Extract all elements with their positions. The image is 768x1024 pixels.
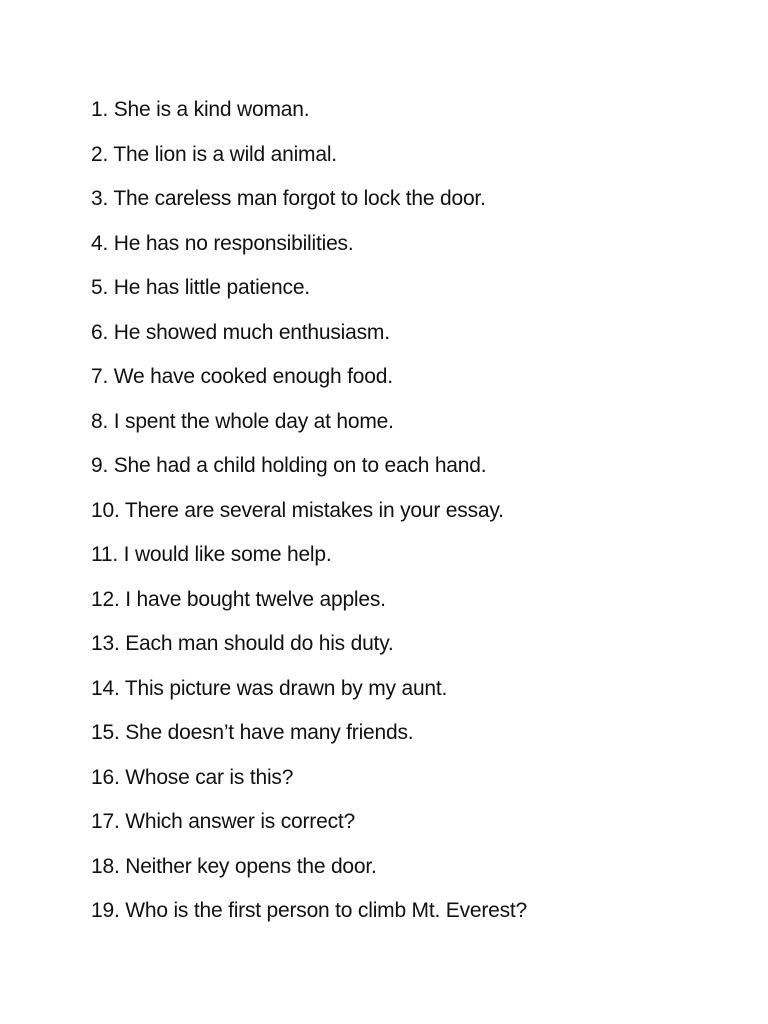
sentence-14: 14. This picture was drawn by my aunt. [91, 676, 448, 700]
sentence-7: 7. We have cooked enough food. [91, 365, 393, 388]
sentence-list [91, 92, 731, 938]
sentence-6: 6. He showed much enthusiasm. [91, 320, 390, 344]
sentence-5: 5. He has little patience. [91, 276, 310, 299]
sentence-4: 4. He has no responsibilities. [91, 231, 354, 255]
sentence-1: 1. She is a kind woman. [91, 98, 310, 121]
sentence-3: 3. The careless man forgot to lock the door. [91, 187, 486, 210]
sentence-2: 2. The lion is a wild animal. [91, 142, 337, 166]
sentence-8: 8. I spent the whole day at home. [91, 409, 394, 433]
sentence-17: 17. Which answer is correct? [91, 810, 355, 833]
sentence-15: 15. She doesn’t have many friends. [91, 721, 414, 744]
sentence-16: 16. Whose car is this? [91, 765, 294, 789]
sentence-13: 13. Each man should do his duty. [91, 632, 394, 655]
sentence-19: 19. Who is the first person to climb Mt. Everest? [91, 899, 528, 922]
sentence-10: 10. There are several mistakes in your essay. [91, 498, 504, 522]
sentence-9: 9. She had a child holding on to each hand. [91, 454, 487, 477]
sentence-11: 11. I would like some help. [91, 543, 332, 566]
sentence-12: 12. I have bought twelve apples. [91, 587, 386, 611]
sentence-18: 18. Neither key opens the door. [91, 854, 377, 878]
